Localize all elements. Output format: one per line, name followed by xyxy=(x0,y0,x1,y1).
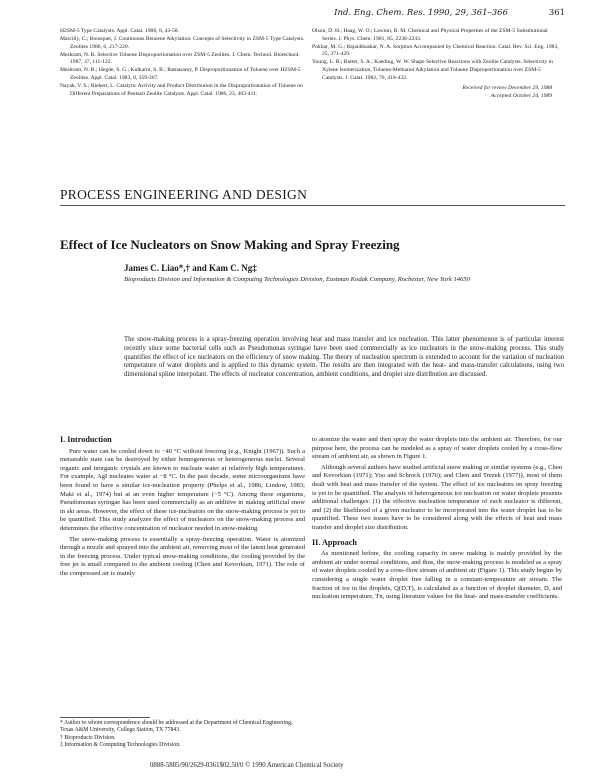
received-date: Received for review December 29, 1988 xyxy=(462,85,552,92)
body-right-column xyxy=(312,436,562,604)
heading-approach: II. Approach xyxy=(312,537,357,547)
reference-item: Marcilly, C.; Bousquet, J. Continuous Benzene Alkylation: Concepts of Selectivity in ZSM-5 Type Catalysts. Zeolites 1986, 6, 217-220. xyxy=(60,36,305,50)
section-divider xyxy=(60,205,565,206)
abstract: The snow-making process is a spray-freezing operation involving heat and mass transfer and ice nucleation. This latter phenomenon is of particular interest recently since some bacterial cells such as Pseudomonas syringae have been used commercially as ice nucleators in the snow-making process. This study quantifies the effect of ice nucleators on the efficiency of snow making. The theory of nucleation spectrum is extended to account for the variation of nucleation temperature of water droplets and is applied to this dynamic system. The results are then integrated with the heat- and mass-transfer calculations, using two dimensional spline interpolant. The effects of nucleator concentration, ambient conditions, and droplet size distribution are discussed. xyxy=(124,336,564,379)
footnote-divider xyxy=(60,717,150,718)
approach-paragraph-1: As mentioned before, the cooling capacity in snow making is mainly provided by the ambient air under normal conditions, and thus, the snow-making process is modeled as a spray of water droplets cooled by a cross-flow stream of ambient air (Figure 1). This study begins by considering a single water droplet free falling in a constant-temperature air stream. The fraction of ice in the droplets, Q(D,T), is calculated as a function of droplet diameter, D, and nucleation temperature, Tn, using literature values for the heat- and mass-transfer coefficients. xyxy=(312,550,562,601)
copyright-line: 0888-5885/90/2629-0361$02.50/0 © 1990 American Chemical Society xyxy=(150,762,344,769)
footnote-information: ‡ Information & Computing Technologies Division. xyxy=(60,742,181,749)
footnote-corresponding: * Author to whom correspondence should be addressed at the Department of Chemical Engineering, Texas A&M University, College Station, TX 77843. xyxy=(60,720,293,734)
heading-introduction: I. Introduction xyxy=(60,435,112,444)
references-left-column xyxy=(60,28,310,99)
reference-item: H2SM-5 Type Catalysts. Appl. Catal. 1988, 8, 43-58. xyxy=(60,28,179,34)
journal-citation: Ind. Eng. Chem. Res. 1990, 29, 361–366 xyxy=(334,8,508,18)
reference-item: Meshram, N. R.; Hegde, S. G.; Kulkarni, S. B.; Ratnasamy, P. Disproportionation of Toluene over HZSM-5 Zeolites. Appl. Catal. 1983, 8, 359-367. xyxy=(60,67,301,82)
author-affiliation: Bioproducts Division and Information & Computing Technologies Division, Eastman Kodak Company, Rochester, New York 14650 xyxy=(124,276,470,283)
right-paragraph-2: Although several authors have studied artificial snow making or similar systems (e.g., Chen and Kevorkian (1971); Yoo and Schrock (1976); and Chen and Trezek (1977)), most of them dealt with heat and mass transfer of the system. The effect of ice nucleators on spray freezing is yet to be quantified. The analysis of heterogeneous ice nucleation on water droplets presents additional challenges: (1) the effective nucleation temperature of each nucleator is different, and (2) the likelihood of a given nucleator to be incorporated into the water droplet has to be quantified. These two issues have to be considered along with the effects of heat and mass transfer and droplet size distribution. xyxy=(312,463,562,531)
reference-item: Pokbar, M. G.; Rajanbhaskar, N. A. Sorption Accompanied by Chemical Reaction. Catal. Rev. Sci. Eng. 1983, 25, 371-429. xyxy=(312,43,559,58)
references-right-column xyxy=(312,28,562,100)
accepted-date: Accepted October 24, 1989 xyxy=(490,92,552,99)
received-dates xyxy=(312,85,562,100)
footnote-bioproducts: † Bioproducts Division. xyxy=(60,734,116,741)
running-head xyxy=(0,8,600,22)
article-title: Effect of Ice Nucleators on Snow Making and Spray Freezing xyxy=(60,237,400,252)
reference-item: Nayak, V. S.; Riekert, L. Catalytic Activity and Product Distribution in the Disproportionation of Toluene on Different Preparations of Pentasil Zeolite Catalysts. Appl. Catal. 1986, 23, 403-411. xyxy=(60,83,303,97)
right-paragraph-1: to atomize the water and then spray the water droplets into the ambient air. Therefore, for our purpose here, the process can be modeled as a spray of water droplets cooled by a cross-flow stream of ambient air, as shown in Figure 1. xyxy=(312,436,562,461)
body-left-column xyxy=(60,436,305,581)
footnotes xyxy=(60,720,305,750)
reference-item: Olson, D. H.; Haag, W. O.; Lawton, R. M. Chemical and Physical Properties of the ZSM-5 Substitutional Series. J. Phys. Chem. 1981, 85, 2238-2243. xyxy=(312,28,548,42)
section-title: PROCESS ENGINEERING AND DESIGN xyxy=(60,187,308,202)
article-authors: James C. Liao*,† and Kam C. Ng‡ xyxy=(124,263,257,273)
intro-paragraph-2: The snow-making process is essentially a spray-freezing operation. Water is atomized through a nozzle and sprayed into the ambient air, removing most of the latent heat generated in the freezing process. Under typical snow-making conditions, the cooling provided by the free jet is small compared to the ambient cooling (Chen and Kevorkian, 1971). The role of the compressed air is mainly xyxy=(60,535,305,577)
reference-item: Young, L. B.; Butter, S. A.; Kaeding, W. W. Shape Selective Reactions with Zeolite Catalysts. Selectivity in Xylene Isomerization, Toluene-Methanol Alkylation and Toluene Disproportionation over ZSM-5 Catalysts. J. Catal. 1982, 76, 418-432. xyxy=(312,59,553,81)
intro-paragraph-1: Pure water can be cooled down to −40 °C without freezing (e.g., Knight (1967)). Such a metastable state can be destroyed by either homogeneous or heterogeneous nuclei. Several organic and inorganic crystals are known to nucleate water at relatively high temperatures. For example, AgI nucleates water at −8 °C. In the past decade, some microorganisms have been found to have a similar ice-nucleation property (Phelps et al., 1986; Lindow, 1983; Maki et al., 1974) but at an even higher temperature (−5 °C). Among these organisms, Pseudomonas syringae has been used commercially as an additive in making artificial snow in ski areas. However, the effect of these ice-nucleators on the snow-making process is yet to be quantified. This study analyzes the effect of nucleators on the snow-making process and determines the effective concentration of nucleator needed in snow-making. xyxy=(60,447,305,532)
reference-item: Meshram, N. R. Selective Toluene Disproportionation over ZSM-5 Zeolites. J. Chem. Technol. Biotechnol. 1987, 37, 111-122. xyxy=(60,51,300,66)
page-number: 361 xyxy=(548,8,565,18)
